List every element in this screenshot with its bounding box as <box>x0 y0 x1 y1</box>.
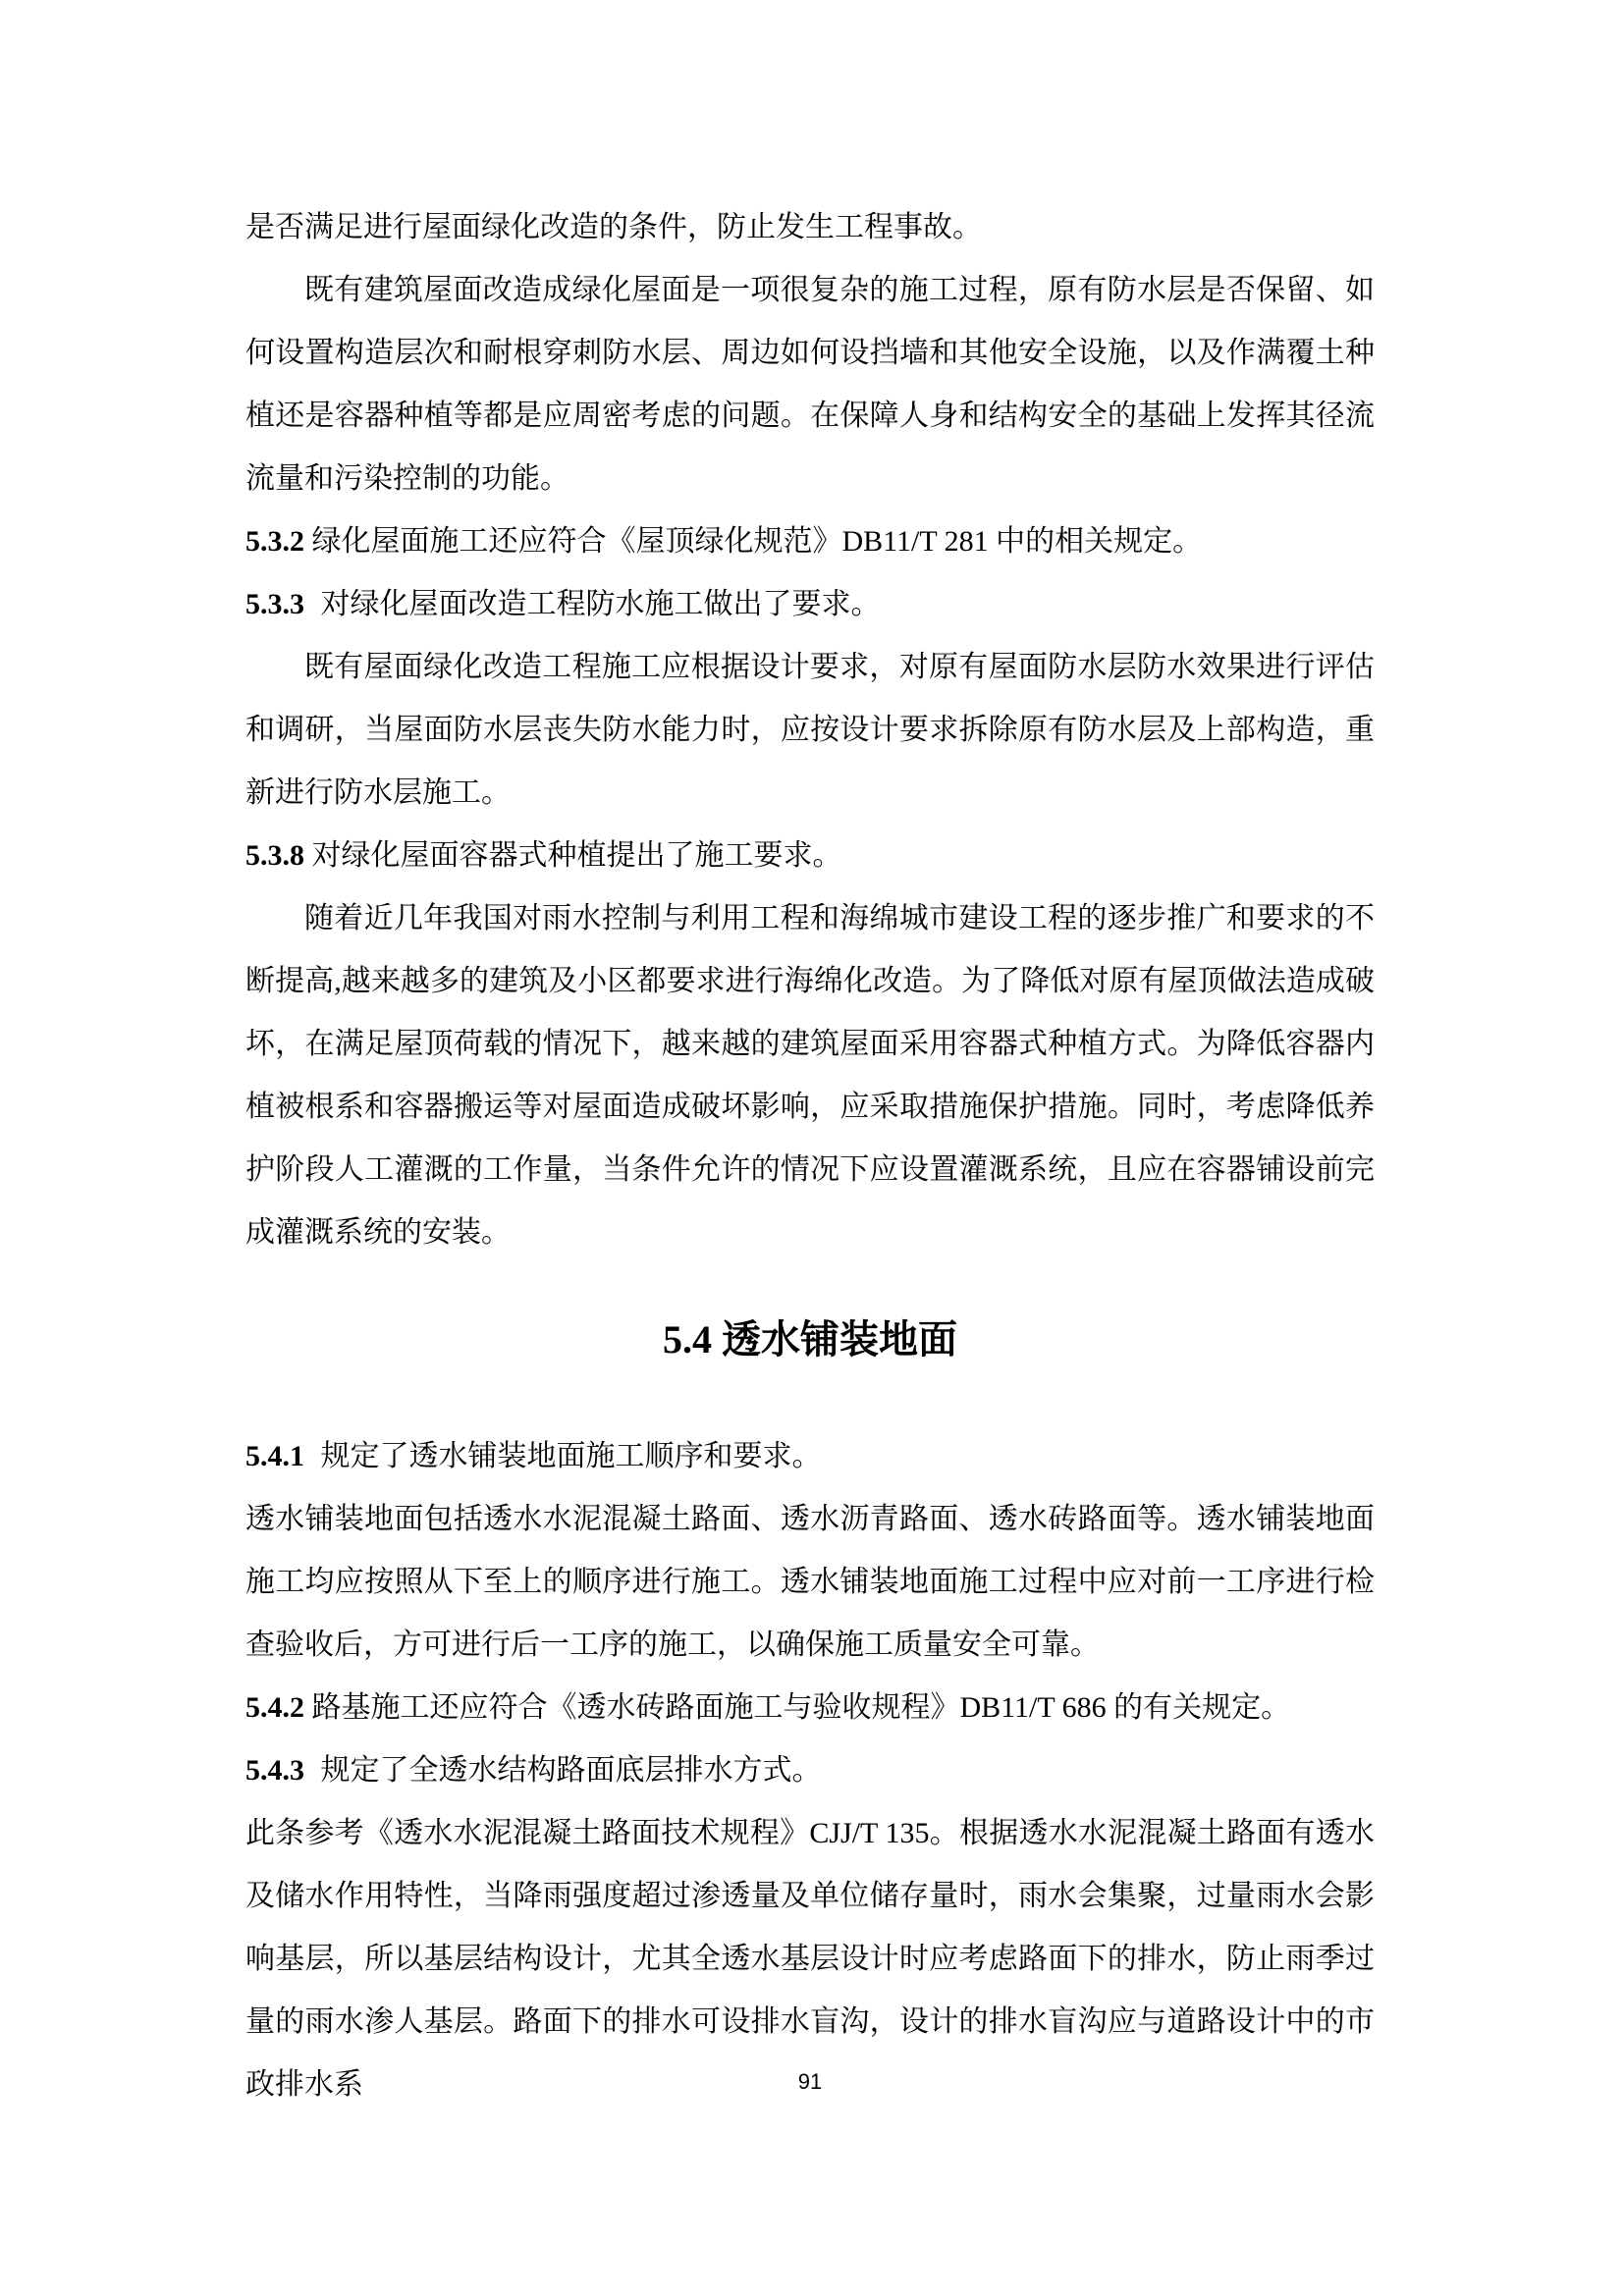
clause-number: 5.4.3 <box>245 1754 304 1787</box>
clause-paragraph <box>245 573 1375 636</box>
paragraph: 此条参考《透水水泥混凝土路面技术规程》CJJ/T 135。根据透水水泥混凝土路面有透水及储水作用特性，当降雨强度超过渗透量及单位储存量时，雨水会集聚，过量雨水会影响基层，所以基层结构设计，尤其全透水基层设计时应考虑路面下的排水，防止雨季过量的雨水渗人基层。路面下的排水可设排水盲沟，设计的排水盲沟应与道路设计中的市政排水系 <box>245 1817 1375 2101</box>
clause-paragraph <box>245 1425 1375 1488</box>
paragraph: 既有建筑屋面改造成绿化屋面是一项很复杂的施工过程，原有防水层是否保留、如何设置构造层次和耐根穿刺防水层、周边如何设挡墙和其他安全设施，以及作满覆土种植还是容器种植等都是应周密考虑的问题。在保障人身和结构安全的基础上发挥其径流流量和污染控制的功能。 <box>245 274 1375 495</box>
clause-text: 规定了透水铺装地面施工顺序和要求。 <box>320 1440 822 1472</box>
clause-number: 5.4.1 <box>245 1440 304 1472</box>
section-heading: 5.4 透水铺装地面 <box>663 1317 957 1362</box>
clause-paragraph <box>245 510 1375 573</box>
page-footer <box>245 2067 1375 2097</box>
clause-text: 规定了全透水结构路面底层排水方式。 <box>320 1754 822 1787</box>
clause-paragraph <box>245 1677 1375 1739</box>
clause-paragraph <box>245 825 1375 887</box>
paragraph: 是否满足进行屋面绿化改造的条件，防止发生工程事故。 <box>245 211 982 243</box>
clause-text: 路基施工还应符合《透水砖路面施工与验收规程》DB11/T 686 的有关规定。 <box>311 1691 1291 1724</box>
paragraph: 随着近几年我国对雨水控制与利用工程和海绵城市建设工程的逐步推广和要求的不断提高,越来越多的建筑及小区都要求进行海绵化改造。为了降低对原有屋顶做法造成破坏，在满足屋顶荷载的情况下，越来越的建筑屋面采用容器式种植方式。为降低容器内植被根系和容器搬运等对屋面造成破坏影响，应采取措施保护措施。同时，考虑降低养护阶段人工灌溉的工作量，当条件允许的情况下应设置灌溉系统，且应在容器铺设前完成灌溉系统的安装。 <box>245 902 1375 1249</box>
clause-number: 5.3.8 <box>245 839 304 872</box>
page-number: 91 <box>797 2069 823 2094</box>
clause-number: 5.4.2 <box>245 1691 304 1724</box>
clause-text: 绿化屋面施工还应符合《屋顶绿化规范》DB11/T 281 中的相关规定。 <box>311 525 1203 558</box>
paragraph: 透水铺装地面包括透水水泥混凝土路面、透水沥青路面、透水砖路面等。透水铺装地面施工均应按照从下至上的顺序进行施工。透水铺装地面施工过程中应对前一工序进行检查验收后，方可进行后一工序的施工，以确保施工质量安全可靠。 <box>245 1503 1375 1661</box>
document-body <box>245 196 1375 2116</box>
clause-paragraph <box>245 1739 1375 1802</box>
clause-text: 对绿化屋面改造工程防水施工做出了要求。 <box>320 588 881 620</box>
clause-text: 对绿化屋面容器式种植提出了施工要求。 <box>311 839 842 872</box>
clause-number: 5.3.3 <box>245 588 304 620</box>
clause-number: 5.3.2 <box>245 525 304 558</box>
paragraph: 既有屋面绿化改造工程施工应根据设计要求，对原有屋面防水层防水效果进行评估和调研，当屋面防水层丧失防水能力时，应按设计要求拆除原有防水层及上部构造，重新进行防水层施工。 <box>245 651 1375 809</box>
